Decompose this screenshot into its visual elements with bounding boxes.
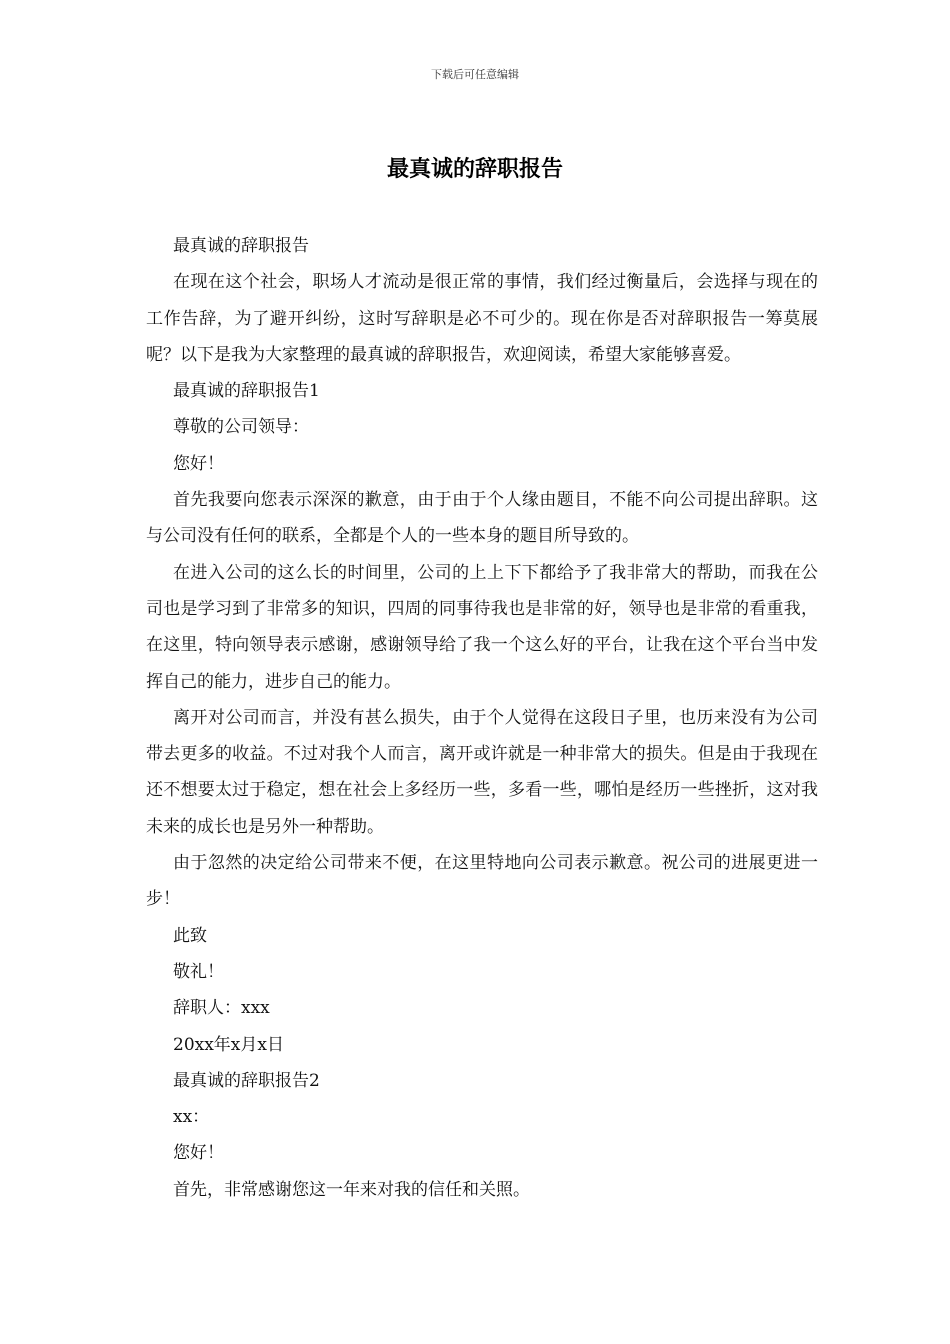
paragraph: 敬礼！ — [173, 961, 224, 982]
paragraph: 您好！ — [173, 453, 224, 474]
paragraph: 您好！ — [173, 1143, 224, 1164]
paragraph: 辞职人：xxx — [173, 998, 270, 1019]
paragraph: 最真诚的辞职报告2 — [173, 1070, 320, 1091]
paragraph: 首先我要向您表示深深的歉意，由于由于个人缘由题目，不能不向公司提出辞职。这与公司没有任何的联系，全都是个人的一些本身的题目所导致的。 — [146, 490, 818, 547]
paragraph: 在现在这个社会，职场人才流动是很正常的事情，我们经过衡量后，会选择与现在的工作告辞，为了避开纠纷，这时写辞职是必不可少的。现在你是否对辞职报告一筹莫展呢？以下是我为大家整理的最真诚的辞职报告，欢迎阅读，希望大家能够喜爱。 — [146, 272, 818, 365]
paragraph: 离开对公司而言，并没有甚么损失，由于个人觉得在这段日子里，也历来没有为公司带去更多的收益。不过对我个人而言，离开或许就是一种非常大的损失。但是由于我现在还不想要太过于稳定，想在社会上多经历一些，多看一些，哪怕是经历一些挫折，这对我未来的成长也是另外一种帮助。 — [146, 707, 818, 837]
paragraph: 最真诚的辞职报告1 — [173, 381, 320, 402]
document-title: 最真诚的辞职报告 — [386, 156, 563, 182]
page-header: 下载后可任意编辑 — [431, 68, 519, 81]
paragraph: 尊敬的公司领导： — [173, 417, 309, 438]
paragraph: 20xx年x月x日 — [173, 1034, 284, 1055]
paragraph: 由于忽然的决定给公司带来不便，在这里特地向公司表示歉意。祝公司的进展更进一步！ — [146, 853, 818, 910]
paragraph: 在进入公司的这么长的时间里，公司的上上下下都给予了我非常大的帮助，而我在公司也是学习到了非常多的知识，四周的同事待我也是非常的好，领导也是非常的看重我，在这里，特向领导表示感谢，感谢领导给了我一个这么好的平台，让我在这个平台当中发挥自己的能力，进步自己的能力。 — [146, 562, 818, 692]
document-body — [146, 228, 818, 1208]
paragraph: 此致 — [173, 925, 207, 946]
paragraph: 首先，非常感谢您这一年来对我的信任和关照。 — [173, 1179, 530, 1200]
paragraph: 最真诚的辞职报告 — [173, 236, 309, 256]
paragraph: xx： — [173, 1107, 210, 1128]
